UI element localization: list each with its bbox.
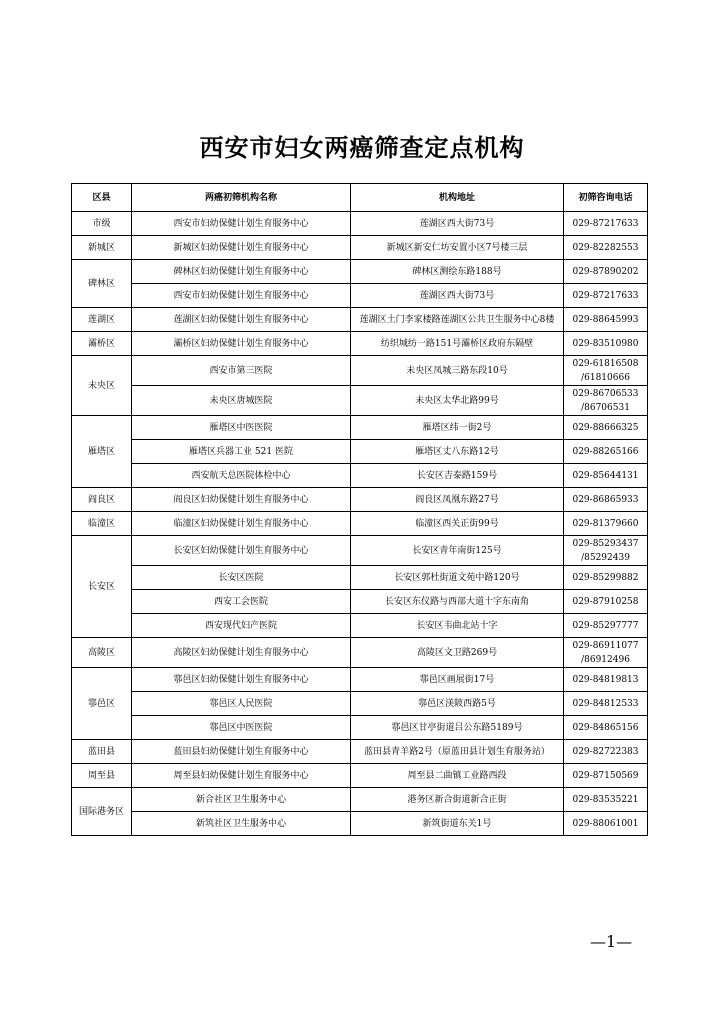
phone-cell <box>564 386 648 416</box>
phone-number: 029-88265166 <box>572 446 639 457</box>
address-cell: 长安区吉泰路159号 <box>351 464 564 488</box>
address-cell: 未央区凤城三路东段10号 <box>351 356 564 386</box>
table-row <box>72 212 648 236</box>
phone-cell <box>564 464 648 488</box>
phone-number: 029-87890202 <box>572 266 639 277</box>
phone-number: /86706531 <box>581 402 630 413</box>
district-cell: 高陵区 <box>72 638 132 668</box>
phone-number: 029-81379660 <box>572 518 639 529</box>
institution-name-cell: 西安市第三医院 <box>132 356 351 386</box>
district-cell: 碑林区 <box>72 260 132 308</box>
address-cell: 碑林区测绘东路188号 <box>351 260 564 284</box>
phone-cell <box>564 812 648 836</box>
phone-number: 029-86911077 <box>572 640 639 651</box>
phone-cell <box>564 332 648 356</box>
phone-number: /85292439 <box>581 552 630 563</box>
phone-number: 029-86865933 <box>572 494 639 505</box>
phone-cell <box>564 236 648 260</box>
table-row <box>72 308 648 332</box>
address-cell: 临潼区西关正街99号 <box>351 512 564 536</box>
phone-number: /86912496 <box>581 654 630 665</box>
phone-number: 029-88666325 <box>572 422 639 433</box>
phone-cell <box>564 566 648 590</box>
address-cell: 长安区郭杜街道文苑中路120号 <box>351 566 564 590</box>
phone-cell <box>564 440 648 464</box>
table-row <box>72 764 648 788</box>
table-row <box>72 638 648 668</box>
phone-number: 029-84865156 <box>572 722 639 733</box>
phone-cell <box>564 764 648 788</box>
address-cell: 新筑街道东关1号 <box>351 812 564 836</box>
table-row <box>72 236 648 260</box>
phone-cell <box>564 638 648 668</box>
institution-name-cell: 西安航天总医院体检中心 <box>132 464 351 488</box>
table-row <box>72 356 648 386</box>
phone-cell <box>564 668 648 692</box>
phone-cell <box>564 488 648 512</box>
institution-name-cell: 新合社区卫生服务中心 <box>132 788 351 812</box>
phone-number: 029-88061001 <box>572 818 639 829</box>
district-cell: 蓝田县 <box>72 740 132 764</box>
page-number: —1— <box>590 932 633 951</box>
phone-cell <box>564 308 648 332</box>
address-cell: 长安区东仪路与西部大道十字东南角 <box>351 590 564 614</box>
district-cell: 新城区 <box>72 236 132 260</box>
phone-cell <box>564 740 648 764</box>
address-cell: 蓝田县青羊路2号（原蓝田县计划生育服务站） <box>351 740 564 764</box>
district-cell: 未央区 <box>72 356 132 416</box>
address-cell: 高陵区文卫路269号 <box>351 638 564 668</box>
table-row <box>72 536 648 566</box>
table-row <box>72 488 648 512</box>
institution-name-cell: 雁塔区兵器工业 521 医院 <box>132 440 351 464</box>
district-cell: 鄠邑区 <box>72 668 132 740</box>
phone-number: 029-87910258 <box>572 596 639 607</box>
institution-name-cell: 灞桥区妇幼保健计划生育服务中心 <box>132 332 351 356</box>
table-row <box>72 260 648 284</box>
table-row <box>72 332 648 356</box>
institution-name-cell: 长安区妇幼保健计划生育服务中心 <box>132 536 351 566</box>
table-row <box>72 284 648 308</box>
page-title: 西安市妇女两癌筛查定点机构 <box>199 133 525 162</box>
phone-number: 029-82722383 <box>572 746 639 757</box>
institution-name-cell: 鄠邑区人民医院 <box>132 692 351 716</box>
phone-cell <box>564 536 648 566</box>
address-cell: 长安区韦曲北站十字 <box>351 614 564 638</box>
phone-number: 029-84819813 <box>572 674 639 685</box>
phone-number: 029-61816508 <box>572 358 639 369</box>
header-address: 机构地址 <box>351 184 564 212</box>
phone-cell <box>564 716 648 740</box>
institution-name-cell: 蓝田县妇幼保健计划生育服务中心 <box>132 740 351 764</box>
phone-cell <box>564 512 648 536</box>
table-body <box>72 212 648 836</box>
phone-number: 029-88645993 <box>572 314 639 325</box>
table-header-row <box>72 184 648 212</box>
institution-name-cell: 雁塔区中医医院 <box>132 416 351 440</box>
district-cell: 国际港务区 <box>72 788 132 836</box>
phone-number: 029-83535221 <box>572 794 639 805</box>
address-cell: 阎良区凤凰东路27号 <box>351 488 564 512</box>
phone-number: 029-83510980 <box>572 338 639 349</box>
address-cell: 长安区青年南街125号 <box>351 536 564 566</box>
address-cell: 鄠邑区甘亭街道吕公东路5189号 <box>351 716 564 740</box>
institution-name-cell: 新筑社区卫生服务中心 <box>132 812 351 836</box>
address-cell: 新城区新安仁坊安置小区7号楼三层 <box>351 236 564 260</box>
institution-name-cell: 周至县妇幼保健计划生育服务中心 <box>132 764 351 788</box>
address-cell: 未央区太华北路99号 <box>351 386 564 416</box>
institution-name-cell: 新城区妇幼保健计划生育服务中心 <box>132 236 351 260</box>
district-cell: 莲湖区 <box>72 308 132 332</box>
table-row <box>72 740 648 764</box>
phone-number: 029-84812533 <box>572 698 639 709</box>
address-cell: 纺织城纺一路151号灞桥区政府东隔壁 <box>351 332 564 356</box>
institution-name-cell: 高陵区妇幼保健计划生育服务中心 <box>132 638 351 668</box>
institution-name-cell: 莲湖区妇幼保健计划生育服务中心 <box>132 308 351 332</box>
address-cell: 雁塔区丈八东路12号 <box>351 440 564 464</box>
district-cell: 周至县 <box>72 764 132 788</box>
table-row <box>72 614 648 638</box>
address-cell: 鄠邑区渼陂西路5号 <box>351 692 564 716</box>
table-row <box>72 788 648 812</box>
address-cell: 莲湖区西大街73号 <box>351 284 564 308</box>
address-cell: 鄠邑区画展街17号 <box>351 668 564 692</box>
district-cell: 市级 <box>72 212 132 236</box>
institution-name-cell: 阎良区妇幼保健计划生育服务中心 <box>132 488 351 512</box>
address-cell: 雁塔区纬一街2号 <box>351 416 564 440</box>
phone-number: 029-85644131 <box>572 470 639 481</box>
table-row <box>72 386 648 416</box>
address-cell: 港务区新合街道新合正街 <box>351 788 564 812</box>
phone-number: 029-87217633 <box>572 290 639 301</box>
institution-name-cell: 西安工会医院 <box>132 590 351 614</box>
district-cell: 阎良区 <box>72 488 132 512</box>
phone-number: 029-82282553 <box>572 242 639 253</box>
institution-name-cell: 鄠邑区妇幼保健计划生育服务中心 <box>132 668 351 692</box>
address-cell: 莲湖区西大街73号 <box>351 212 564 236</box>
address-cell: 周至县二曲镇工业路西段 <box>351 764 564 788</box>
phone-cell <box>564 212 648 236</box>
table-row <box>72 512 648 536</box>
phone-cell <box>564 692 648 716</box>
institution-name-cell: 未央区唐城医院 <box>132 386 351 416</box>
phone-cell <box>564 416 648 440</box>
district-cell: 长安区 <box>72 536 132 638</box>
institution-name-cell: 西安市妇幼保健计划生育服务中心 <box>132 212 351 236</box>
table-row <box>72 464 648 488</box>
phone-number: 029-87217633 <box>572 218 639 229</box>
table-row <box>72 590 648 614</box>
header-district: 区县 <box>72 184 132 212</box>
table-row <box>72 812 648 836</box>
phone-number: 029-85297777 <box>572 620 639 631</box>
phone-cell <box>564 356 648 386</box>
institution-name-cell: 西安现代妇产医院 <box>132 614 351 638</box>
phone-number: 029-85293437 <box>572 538 639 549</box>
table-row <box>72 566 648 590</box>
district-cell: 雁塔区 <box>72 416 132 488</box>
address-cell: 莲湖区土门李家楼路莲湖区公共卫生服务中心8楼 <box>351 308 564 332</box>
district-cell: 临潼区 <box>72 512 132 536</box>
institution-name-cell: 临潼区妇幼保健计划生育服务中心 <box>132 512 351 536</box>
phone-cell <box>564 284 648 308</box>
table-row <box>72 440 648 464</box>
institution-name-cell: 鄠邑区中医医院 <box>132 716 351 740</box>
institution-name-cell: 西安市妇幼保健计划生育服务中心 <box>132 284 351 308</box>
table-row <box>72 416 648 440</box>
institution-name-cell: 碑林区妇幼保健计划生育服务中心 <box>132 260 351 284</box>
table-row <box>72 716 648 740</box>
phone-cell <box>564 614 648 638</box>
phone-cell <box>564 260 648 284</box>
phone-cell <box>564 590 648 614</box>
phone-number: /61810666 <box>581 372 630 383</box>
header-phone: 初筛咨询电话 <box>564 184 648 212</box>
phone-number: 029-85299882 <box>572 572 639 583</box>
phone-cell <box>564 788 648 812</box>
institution-name-cell: 长安区医院 <box>132 566 351 590</box>
district-cell: 灞桥区 <box>72 332 132 356</box>
screening-institution-table <box>71 183 648 836</box>
table-row <box>72 692 648 716</box>
header-institution-name: 两癌初筛机构名称 <box>132 184 351 212</box>
table-row <box>72 668 648 692</box>
phone-number: 029-87150569 <box>572 770 639 781</box>
phone-number: 029-86706533 <box>572 388 639 399</box>
